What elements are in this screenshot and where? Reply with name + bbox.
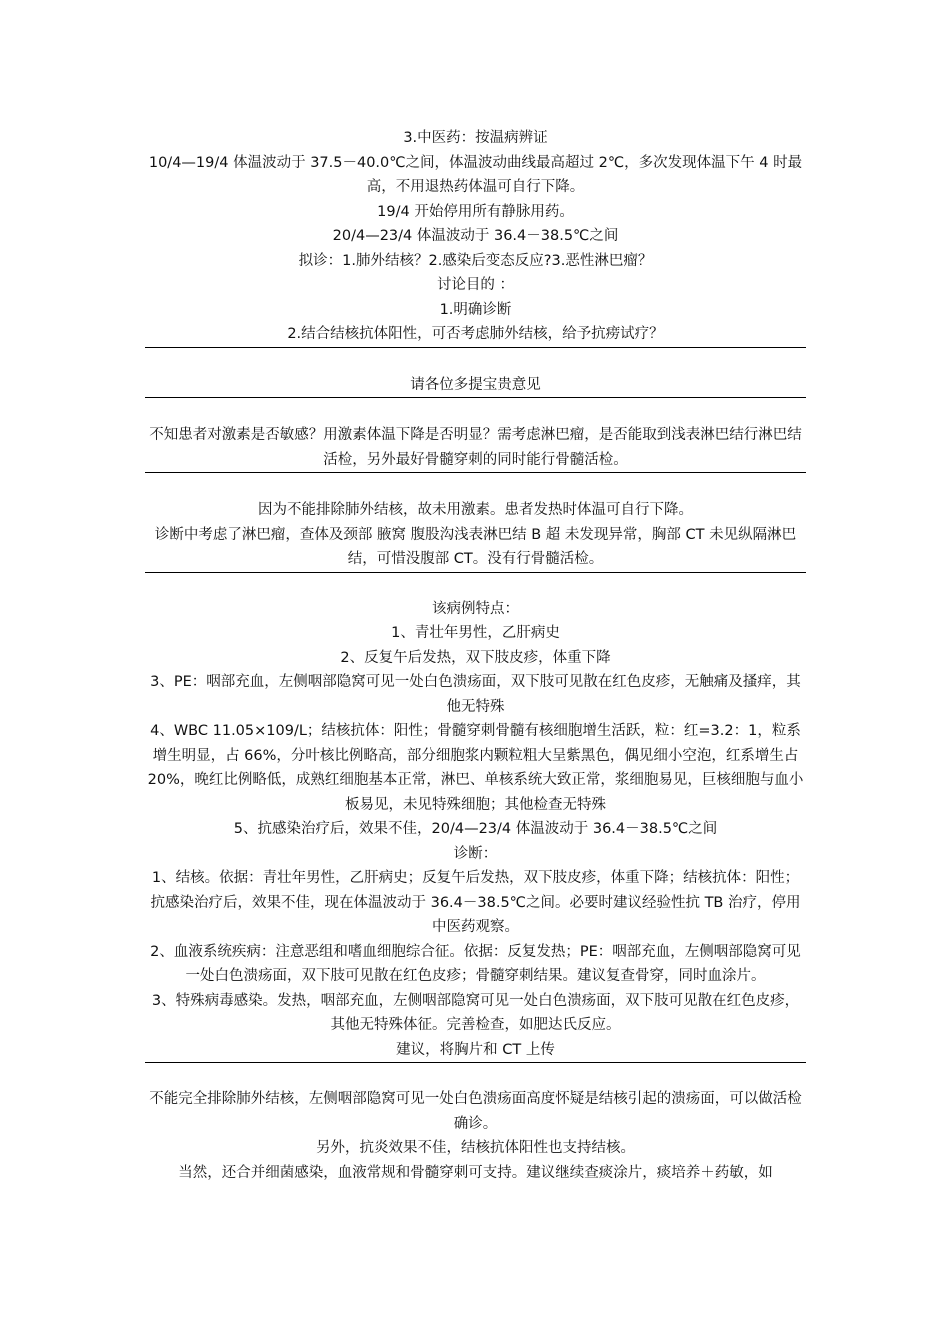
paragraph: 建议，将胸片和 CT 上传: [396, 1041, 555, 1058]
paragraph: 拟诊：1.肺外结核？2.感染后变态反应?3.恶性淋巴瘤？: [298, 252, 653, 269]
paragraph: 当然，还合并细菌感染，血液常规和骨髓穿刺可支持。建议继续查痰涂片，痰培养＋药敏，如: [178, 1164, 773, 1181]
paragraph: 不能完全排除肺外结核，左侧咽部隐窝可见一处白色溃疡面高度怀疑是结核引起的溃疡面，可以做活检确诊。: [149, 1091, 802, 1132]
post-5: [145, 597, 806, 1063]
paragraph: 1.明确诊断: [439, 301, 512, 318]
paragraph: 20/4—23/4 体温波动于 36.4－38.5℃之间: [332, 228, 619, 244]
paragraph: 1、结核。依据：青壮年男性，乙肝病史；反复午后发热，双下肢皮疹，体重下降；结核抗体：阳性；抗感染治疗后，效果不佳，现在体温波动于 36.4－38.5℃之间。必要时建议经验性抗 TB 治疗，停用中医药观察。: [150, 870, 801, 935]
paragraph: 诊断：: [453, 845, 498, 862]
paragraph: 不知患者对激素是否敏感？用激素体温下降是否明显？需考虑淋巴瘤，是否能取到浅表淋巴结行淋巴结活检，另外最好骨髓穿刺的同时能行骨髓活检。: [149, 427, 802, 468]
paragraph: 19/4 开始停用所有静脉用药。: [377, 203, 574, 220]
paragraph: 2、血液系统疾病：注意恶组和嗜血细胞综合征。依据：反复发热；PE：咽部充血，左侧咽部隐窝可见一处白色溃疡面，双下肢可见散在红色皮疹；骨髓穿刺结果。建议复查骨穿，同时血涂片。: [150, 943, 801, 984]
paragraph: 2.结合结核抗体阳性，可否考虑肺外结核，给予抗痨试疗？: [287, 326, 664, 342]
paragraph: 请各位多提宝贵意见: [410, 376, 541, 393]
paragraph: 3.中医药：按温病辨证: [403, 130, 548, 146]
paragraph: 2、反复午后发热，双下肢皮疹，体重下降: [340, 649, 611, 666]
paragraph: 因为不能排除肺外结核，故未用激素。患者发热时体温可自行下降。: [258, 502, 693, 518]
paragraph: 另外，抗炎效果不佳，结核抗体阳性也支持结核。: [316, 1140, 635, 1156]
post-6: [145, 1087, 806, 1185]
post-1: [145, 126, 806, 347]
paragraph: 5、抗感染治疗后，效果不佳，20/4—23/4 体温波动于 36.4－38.5℃之间: [233, 821, 718, 837]
paragraph: 3、特殊病毒感染。发热，咽部充血，左侧咽部隐窝可见一处白色溃疡面，双下肢可见散在红色皮疹，其他无特殊体征。完善检查，如肥达氏反应。: [151, 992, 800, 1033]
paragraph: 该病例特点：: [432, 600, 519, 617]
paragraph: 4、WBC 11.05×109/L；结核抗体：阳性；骨髓穿刺骨髓有核细胞增生活跃，粒：红=3.2：1，粒系增生明显，占 66%，分叶核比例略高，部分细胞浆内颗粒粗大呈紫黑色，偶见细小空泡，红系增生占 20%，晚红比例略低，成熟红细胞基本正常，淋巴、单核系统大致正常，浆细胞易见，巨核细胞与血小板易见，未见特殊细胞；其他检查无特殊: [147, 723, 804, 813]
paragraph: 诊断中考虑了淋巴瘤，查体及颈部 腋窝 腹股沟浅表淋巴结 B 超 未发现异常，胸部 CT 未见纵隔淋巴结，可惜没腹部 CT。没有行骨髓活检。: [154, 526, 797, 567]
paragraph: 10/4—19/4 体温波动于 37.5－40.0℃之间，体温波动曲线最高超过 2℃，多次发现体温下午 4 时最高，不用退热药体温可自行下降。: [148, 154, 803, 195]
post-3: [145, 423, 806, 472]
paragraph: 3、PE：咽部充血，左侧咽部隐窝可见一处白色溃疡面，双下肢可见散在红色皮疹，无触痛及搔痒，其他无特殊: [150, 674, 801, 715]
post-4: [145, 498, 806, 572]
document-content: [145, 126, 806, 1185]
paragraph: 1、青壮年男性，乙肝病史: [391, 625, 560, 641]
paragraph: 讨论目的 ：: [436, 277, 515, 293]
post-2: [145, 373, 806, 398]
